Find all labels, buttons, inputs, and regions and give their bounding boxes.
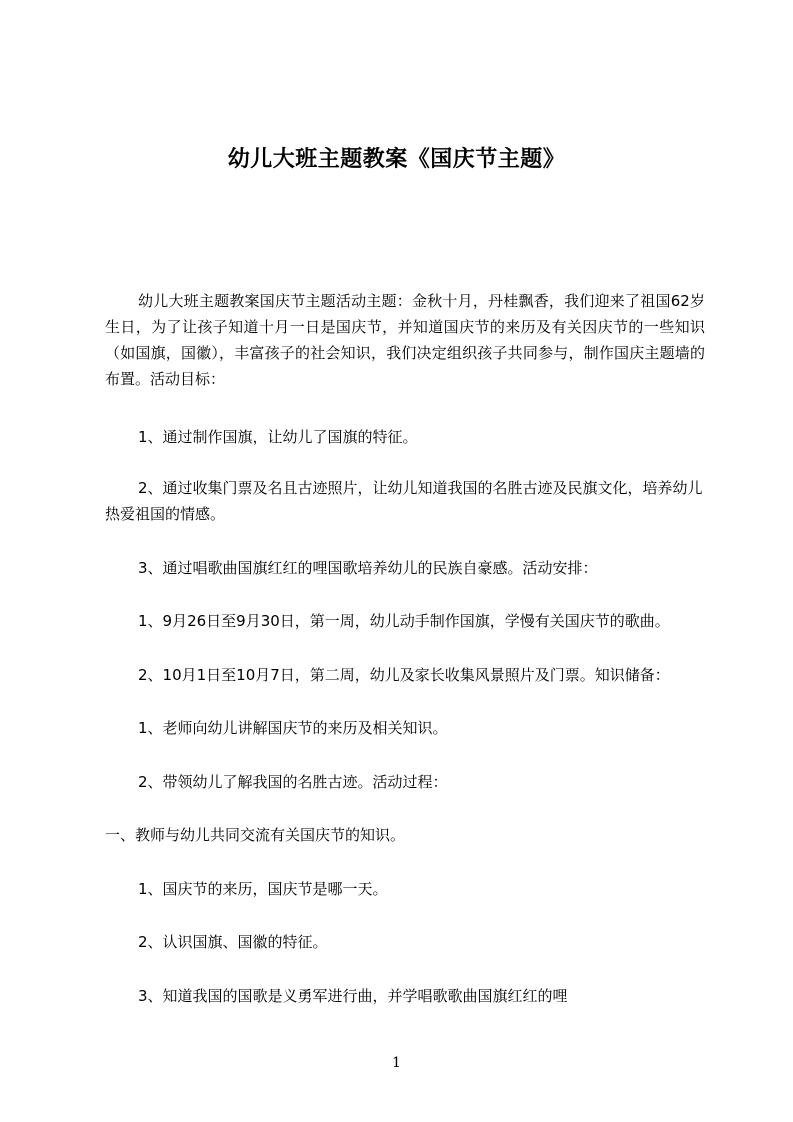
paragraph-goal-1: 1、通过制作国旗，让幼儿了国旗的特征。 <box>138 428 418 446</box>
page-number: 1 <box>392 1055 401 1071</box>
paragraph-goal-2: 2、通过收集门票及名且古迹照片，让幼儿知道我国的名胜古迹及民旗文化，培养幼儿热爱祖国的情感。 <box>105 479 703 523</box>
paragraph-schedule-1: 1、9月26日至9月30日，第一周，幼儿动手制作国旗，学慢有关国庆节的歌曲。 <box>138 612 670 630</box>
paragraph-schedule-2: 2、10月1日至10月7日，第二周，幼儿及家长收集风景照片及门票。知识储备： <box>138 666 670 684</box>
paragraph-process-3: 3、知道我国的国歌是义勇军进行曲，并学唱歌歌曲国旗红红的哩 <box>138 987 568 1005</box>
paragraph-process-heading: 一、教师与幼儿共同交流有关国庆节的知识。 <box>105 826 406 844</box>
paragraph-goal-3: 3、通过唱歌曲国旗红红的哩国歌培养幼儿的民族自豪感。活动安排： <box>138 559 598 577</box>
document-title: 幼儿大班主题教案《国庆节主题》 <box>227 147 566 172</box>
paragraph-process-1: 1、国庆节的来历，国庆节是哪一天。 <box>138 880 388 898</box>
intro-paragraph: 幼儿大班主题教案国庆节主题活动主题：金秋十月，丹桂飘香，我们迎来了祖国62岁生日，为了让孩子知道十月一日是国庆节，并知道国庆节的来历及有关因庆节的一些知识（如国旗，国徽），丰富孩子的社会知识，我们决定组织孩子共同参与，制作国庆主题墙的布置。活动目标： <box>105 292 705 388</box>
paragraph-knowledge-1: 1、老师向幼儿讲解国庆节的来历及相关知识。 <box>138 719 448 737</box>
paragraph-process-2: 2、认识国旗、国徽的特征。 <box>138 933 328 951</box>
paragraph-knowledge-2: 2、带领幼儿了解我国的名胜古迹。活动过程： <box>138 773 448 791</box>
